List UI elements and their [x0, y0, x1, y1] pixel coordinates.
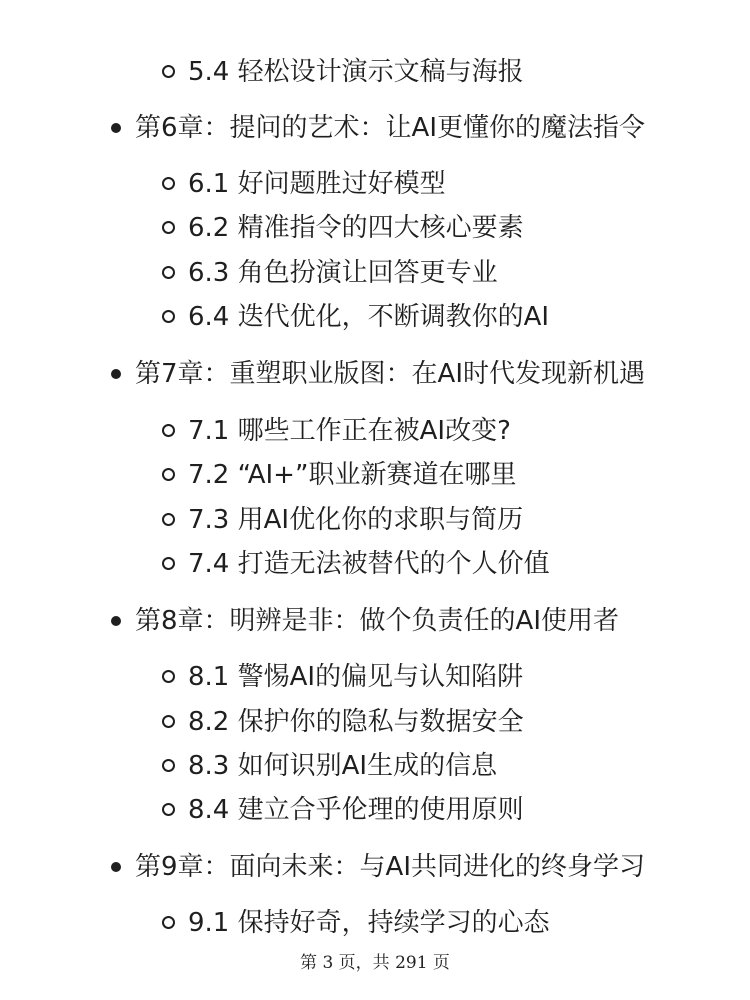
- toc-section-item: [0, 655, 750, 699]
- hollow-bullet-icon: [162, 670, 175, 683]
- toc-section-label: 7.1 哪些工作正在被AI改变?: [188, 416, 511, 446]
- toc-chapter-label: 第7章：重塑职业版图：在AI时代发现新机遇: [135, 359, 645, 389]
- hollow-bullet-icon: [162, 266, 175, 279]
- toc-section-item: [0, 295, 750, 339]
- toc-section-label: 7.2 “AI+”职业新赛道在哪里: [188, 460, 517, 490]
- hollow-bullet-icon: [162, 468, 175, 481]
- toc-section-item: [0, 162, 750, 206]
- hollow-bullet-icon: [162, 513, 175, 526]
- hollow-bullet-icon: [162, 310, 175, 323]
- toc-section-label: 7.4 打造无法被替代的个人价值: [188, 549, 550, 579]
- toc-section-item: [0, 542, 750, 586]
- hollow-bullet-icon: [162, 916, 175, 929]
- filled-bullet-icon: [111, 616, 121, 626]
- toc-chapter-label: 第8章：明辨是非：做个负责任的AI使用者: [135, 606, 619, 636]
- filled-bullet-icon: [111, 862, 121, 872]
- hollow-bullet-icon: [162, 557, 175, 570]
- toc-chapter-item: [0, 352, 750, 396]
- toc-section-label: 8.3 如何识别AI生成的信息: [188, 751, 498, 781]
- toc-section-item: [0, 206, 750, 250]
- hollow-bullet-icon: [162, 177, 175, 190]
- toc-section-label: 9.1 保持好奇，持续学习的心态: [188, 908, 550, 938]
- toc-section-item: [0, 744, 750, 788]
- hollow-bullet-icon: [162, 803, 175, 816]
- toc-section-label: 6.4 迭代优化，不断调教你的AI: [188, 302, 550, 332]
- toc-section-label: 5.4 轻松设计演示文稿与海报: [188, 57, 524, 87]
- filled-bullet-icon: [111, 123, 121, 133]
- toc-chapter-item: [0, 845, 750, 889]
- hollow-bullet-icon: [162, 715, 175, 728]
- page-number-footer: 第 3 页，共 291 页: [300, 953, 450, 973]
- toc-section-item: [0, 901, 750, 945]
- toc-section-label: 6.2 精准指令的四大核心要素: [188, 213, 524, 243]
- hollow-bullet-icon: [162, 424, 175, 437]
- toc-chapter-item: [0, 106, 750, 150]
- hollow-bullet-icon: [162, 221, 175, 234]
- toc-section-label: 6.1 好问题胜过好模型: [188, 169, 446, 199]
- toc-section-item: [0, 251, 750, 295]
- hollow-bullet-icon: [162, 759, 175, 772]
- toc-section-item: [0, 453, 750, 497]
- toc-section-label: 7.3 用AI优化你的求职与简历: [188, 505, 524, 535]
- toc-section-item: [0, 409, 750, 453]
- toc-section-label: 8.2 保护你的隐私与数据安全: [188, 707, 524, 737]
- toc-chapter-label: 第6章：提问的艺术：让AI更懂你的魔法指令: [135, 113, 645, 143]
- toc-section-item: [0, 50, 750, 94]
- toc-section-label: 8.1 警惕AI的偏见与认知陷阱: [188, 662, 524, 692]
- toc-section-item: [0, 788, 750, 832]
- toc-section-label: 8.4 建立合乎伦理的使用原则: [188, 795, 524, 825]
- hollow-bullet-icon: [162, 65, 175, 78]
- toc-section-item: [0, 498, 750, 542]
- toc-section-item: [0, 700, 750, 744]
- toc-chapter-item: [0, 599, 750, 643]
- filled-bullet-icon: [111, 369, 121, 379]
- toc-chapter-label: 第9章：面向未来：与AI共同进化的终身学习: [135, 852, 645, 882]
- toc-section-label: 6.3 角色扮演让回答更专业: [188, 258, 498, 288]
